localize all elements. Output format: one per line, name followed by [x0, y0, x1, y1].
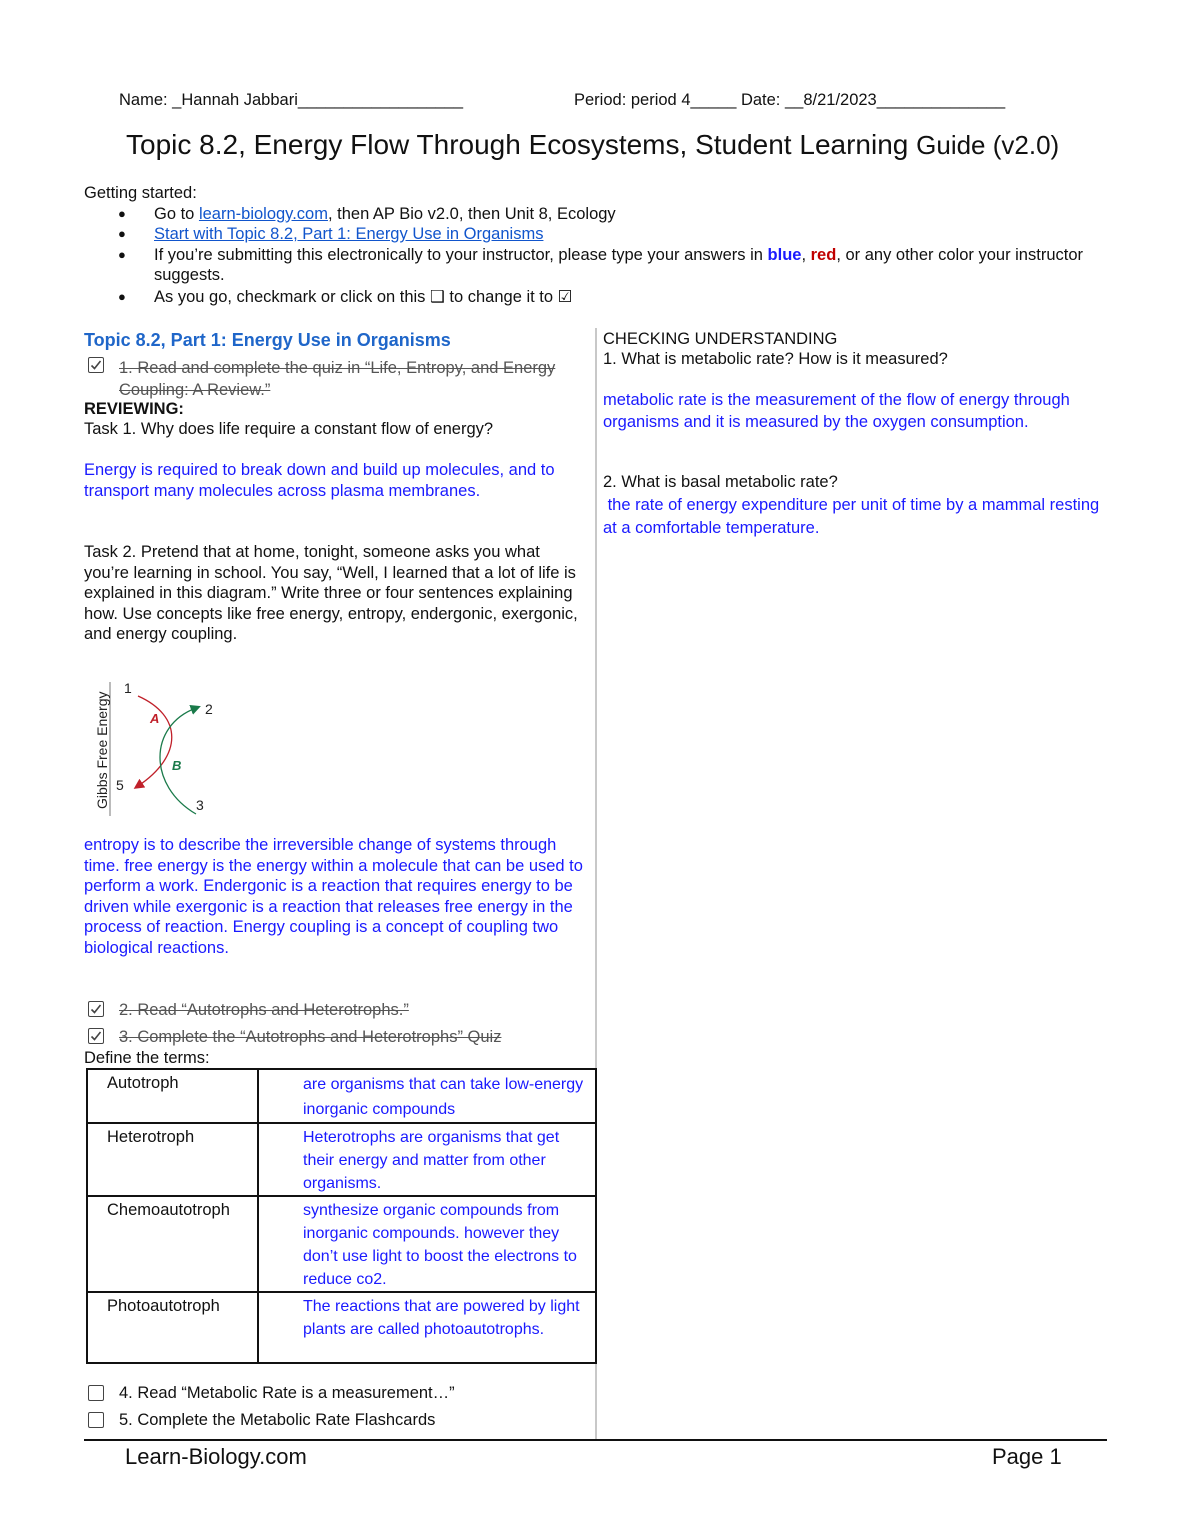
- diagram-label-5: 5: [116, 777, 124, 793]
- item-1-text: 1. Read and complete the quiz in “Life, Entropy, and Energy Coupling: A Review.”: [119, 359, 556, 399]
- definition-cell[interactable]: The reactions that are powered by light plants are called photoautotrophs.: [258, 1292, 596, 1363]
- task1-question: Task 1. Why does life require a constant flow of energy?: [84, 420, 494, 438]
- checkbox-item-4[interactable]: [88, 1385, 104, 1401]
- footer-site: Learn-Biology.com: [125, 1444, 307, 1469]
- diagram-label-a: A: [150, 711, 160, 726]
- question-2: 2. What is basal metabolic rate?: [603, 473, 838, 491]
- task1-answer: Energy is required to break down and build up molecules, and to transport many molecules across plasma membranes.: [84, 461, 555, 500]
- question-1: 1. What is metabolic rate? How is it measured?: [603, 350, 948, 368]
- item-2-text: 2. Read “Autotrophs and Heterotrophs.”: [119, 1001, 409, 1019]
- diagram-label-1: 1: [124, 680, 132, 696]
- diagram-label-2: 2: [205, 701, 213, 717]
- checkbox-item-1[interactable]: [88, 357, 104, 373]
- student-name: Name: _Hannah Jabbari__________________: [119, 91, 464, 109]
- reaction-a-curve: [138, 696, 172, 786]
- bullet-start: [84, 224, 1104, 245]
- item-5-text: 5. Complete the Metabolic Rate Flashcards: [119, 1411, 436, 1429]
- task2-answer: entropy is to describe the irreversible change of systems through time. free energy is the energy within a molecule that can be used to perform a work. Endergonic is a reaction that requires energy to be driven while exergonic is a reaction that releases free energy in the process of reaction. Energy coupling is a concept of coupling two biological reactions.: [84, 836, 583, 957]
- checkmark-icon: [90, 359, 102, 371]
- part-title: Topic 8.2, Part 1: Energy Use in Organisms: [84, 330, 451, 350]
- bullet-checkmark: ● As you go, checkmark or click on this ❑ to change it to ☑: [84, 287, 1104, 308]
- start-topic-link[interactable]: Start with Topic 8.2, Part 1: Energy Use in Organisms: [154, 225, 544, 243]
- checkbox-item-5[interactable]: [88, 1412, 104, 1428]
- definition-cell[interactable]: are organisms that can take low-energy inorganic compounds: [258, 1069, 596, 1123]
- getting-started-heading: Getting started:: [84, 184, 197, 202]
- item-4-text: 4. Read “Metabolic Rate is a measurement…”: [119, 1384, 455, 1402]
- checked-box-icon: ☑: [557, 287, 573, 306]
- footer-page-number: Page 1: [992, 1444, 1062, 1469]
- learn-biology-link[interactable]: learn-biology.com: [198, 204, 328, 223]
- term-cell: Chemoautotroph: [87, 1196, 258, 1292]
- table-row: [87, 1069, 596, 1123]
- task2-question: Task 2. Pretend that at home, tonight, someone asks you what you’re learning in school. You say, “Well, I learned that a lot of life is explained in this diagram.” Write three or four sentences explaining how. Use concepts like free energy, entropy, endergonic, exergonic, and energy coupling.: [84, 543, 578, 644]
- table-row: [87, 1123, 596, 1196]
- term-cell: Photoautotroph: [87, 1292, 258, 1363]
- checking-understanding-heading: CHECKING UNDERSTANDING: [603, 330, 838, 348]
- bullet-go-to: ● Go to learn-biology.com, then AP Bio v2.0, then Unit 8, Ecology: [84, 204, 1104, 225]
- table-row: [87, 1196, 596, 1292]
- gibbs-diagram: [88, 676, 228, 821]
- define-terms-label: Define the terms:: [84, 1049, 210, 1067]
- footer-rule: [84, 1439, 1107, 1441]
- definition-cell[interactable]: Heterotrophs are organisms that get their energy and matter from other organisms.: [258, 1123, 596, 1196]
- definition-cell[interactable]: synthesize organic compounds from inorganic compounds. however they don’t use light to boost the electrons to reduce co2.: [258, 1196, 596, 1292]
- diagram-label-b: B: [172, 758, 182, 773]
- diagram-ylabel: Gibbs Free Energy: [94, 691, 110, 809]
- term-cell: Heterotroph: [87, 1123, 258, 1196]
- getting-started: [84, 183, 1104, 307]
- table-row: [87, 1292, 596, 1363]
- title-main: Topic 8.2, Energy Flow Through Ecosystems, Student Learning: [126, 129, 909, 160]
- bullet-submit: ● If you’re submitting this electronically to your instructor, please type your answers in blue, red, or any other color your instructor suggests.: [84, 245, 1104, 286]
- reviewing-heading: REVIEWING:: [84, 400, 184, 418]
- checkbox-item-3[interactable]: [88, 1028, 104, 1044]
- checkmark-icon: [90, 1030, 102, 1042]
- empty-box-icon: ❑: [430, 287, 445, 306]
- period-date: Period: period 4_____ Date: __8/21/2023______________: [574, 91, 1006, 109]
- diagram-label-3: 3: [196, 797, 204, 813]
- terms-table: [86, 1068, 597, 1364]
- title-suffix: Guide (v2.0): [916, 130, 1060, 160]
- term-cell: Autotroph: [87, 1069, 258, 1123]
- item-3-text: 3. Complete the “Autotrophs and Heterotrophs” Quiz: [119, 1028, 502, 1046]
- answer-1: metabolic rate is the measurement of the flow of energy through organisms and it is measured by the oxygen consumption.: [603, 391, 1070, 431]
- checkbox-item-2[interactable]: [88, 1001, 104, 1017]
- answer-2: the rate of energy expenditure per unit of time by a mammal resting at a comfortable temperature.: [603, 496, 1104, 537]
- page-title: [126, 129, 1059, 161]
- checkmark-icon: [90, 1003, 102, 1015]
